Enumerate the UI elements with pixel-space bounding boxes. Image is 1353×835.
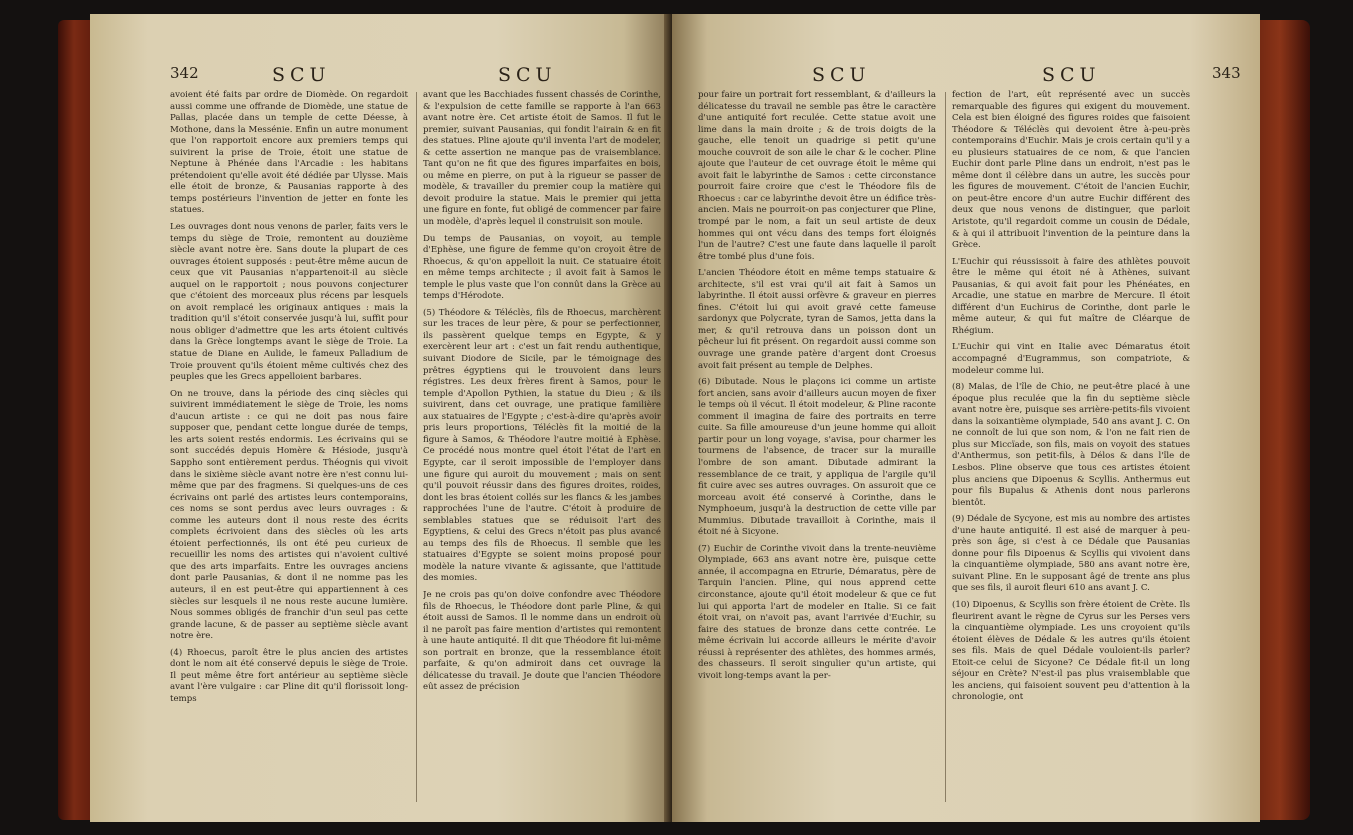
paragraph: (4) Rhoecus, paroît être le plus ancien des artistes dont le nom ait été conservé depuis le siège de Troie. Il peut même être fort antérieur au septième siècle avant l'ère vulgaire : car Pline dit qu'il florissoit long-temps: [170, 647, 408, 704]
paragraph: (8) Malas, de l'île de Chio, ne peut-être placé à une époque plus reculée que la fin du septième siècle avant notre ère, puisque ses arrière-petits-fils vivoient dans la soixantième olympiade, 540 ans avant J. C. On ne connoît de lui que son nom, & l'on ne fait rien de plus sur Miccïade, son fils, mais on voyoit des statues d'Anthermus, son petit-fils, à Délos & dans l'île de Lesbos. Pline observe que tous ces artistes étoient plus anciens que Dipoenus & Scyllis. Anthermus eut pour fils Bupalus & Athenis dont nous parlerons bientôt.: [952, 382, 1190, 508]
column-divider: [945, 92, 946, 802]
right-page-column-2: [952, 90, 1190, 810]
left-page: [90, 14, 670, 822]
paragraph: avant que les Bacchiades fussent chassés de Corinthe, & l'expulsion de cette famille se rapporte à l'an 663 avant notre ère. Cet artiste étoit de Samos. Il fut le premier, suivant Pausanias, qui fondit l'airain & en fit des statues. Pline ajoute qu'il inventa l'art de modeler, & cette assertion ne manque pas de vraisemblance. Tant qu'on ne fit que des figures imparfaites en bois, ou même en pierre, on put à la rigueur se passer de modèle, & travailler du premier coup la matière qui devoit produire la statue. Mais le premier qui jetta une figure en fonte, fut obligé de commencer par faire un modèle, d'après lequel il construisit son moule.: [423, 90, 661, 228]
paragraph: On ne trouve, dans la période des cinq siècles qui suivirent immédiatement le siège de Troie, les noms d'aucun artiste : ce qui ne doit pas nous faire supposer que, pendant cette longue durée de temps, les arts soient restés endormis. Les écrivains qui se sont succédés depuis Homère & Hésiode, jusqu'à Sappho sont entièrement perdus. Théognis qui vivoit dans le sixième siècle avant notre ère n'est connu lui-même que par des fragmens. Si quelques-uns de ces écrivains ont parlé des artistes leurs contemporains, ces noms se sont perdus avec leurs ouvrages : & comme les auteurs dont il nous reste des écrits complets écrivoient dans des siècles où les arts étoient perfectionnés, ils ont été peu curieux de recueillir les noms des artistes qui n'avoient cultivé que des arts imparfaits. Entre les ouvrages anciens dont parle Pausanias, & dont il ne nomme pas les auteurs, il en est peut-être qui appartiennent à ces siècles sur lesquels il ne nous reste aucune lumière. Nous sommes obligés de franchir d'un seul pas cette grande lacune, & de passer au septième siècle avant notre ère.: [170, 388, 408, 642]
paragraph: L'ancien Théodore étoit en même temps statuaire & architecte, s'il est vrai qu'il ait fait à Samos un labyrinthe. Il étoit aussi orfèvre & graveur en pierres fines. C'étoit lui qui avoit gravé cette fameuse sardonyx que Polycrate, tyran de Samos, jetta dans la mer, & qu'il retrouva dans un poisson dont un pêcheur lui fit présent. On regardoit aussi comme son ouvrage une grande patère d'argent dont Croesus avoit fait présent au temple de Delphes.: [698, 268, 936, 371]
paragraph: L'Euchir qui vint en Italie avec Démaratus étoit accompagné d'Eugrammus, son compatriote, & modeleur comme lui.: [952, 342, 1190, 376]
paragraph: Du temps de Pausanias, on voyoit, au temple d'Ephèse, une figure de femme qu'on croyoit être de Rhoecus, & qu'on appelloit la nuit. Ce statuaire étoit en même temps architecte ; il avoit fait à Samos le temple le plus vaste que l'on connût dans la Grèce au temps d'Hérodote.: [423, 233, 661, 302]
left-running-head-2: SCU: [498, 64, 557, 86]
paragraph: pour faire un portrait fort ressemblant, & d'ailleurs la délicatesse du travail ne semble pas être le caractère d'une antiquité fort reculée. Cette statue avoit une lime dans la main droite ; & de trois doigts de la gauche, elle tenoit un quadrige si petit qu'une mouche couvroit de son aile le char & le cocher. Pline ajoute que l'auteur de cet ouvrage étoit le même qui avoit fait le labyrinthe de Samos : cette circonstance pourroit faire croire que c'est le Théodore fils de Rhoecus : car ce labyrinthe devoit être un édifice très-ancien. Mais ne pourroit-on pas conjecturer que Pline, trompé par le nom, a fait un seul artiste de deux hommes qui ont vécu dans des temps fort éloignés l'un de l'autre? C'est une faute dans laquelle il paroît être tombé plus d'une fois.: [698, 90, 936, 262]
right-page-column-1: [698, 90, 936, 810]
paragraph: (10) Dipoenus, & Scyllis son frère étoient de Crète. Ils fleurirent avant le règne de Cyrus sur les Perses vers la cinquantième olympiade. Les uns croyoient qu'ils étoient élèves de Dédale & les autres qu'ils étoient ses fils. Mais de quel Dédale vouloient-ils parler? Etoit-ce celui de Sicyone? Ce Dédale fit-il un long séjour en Crète? N'est-il pas plus vraisemblable que les anciens, qui faisoient souvent peu d'attention à la chronologie, ont: [952, 599, 1190, 703]
left-page-column-1: [170, 90, 408, 810]
paragraph: avoient été faits par ordre de Diomède. On regardoit aussi comme une offrande de Diomède, une statue de Pallas, placée dans un temple de cette Déesse, à Mothone, dans la Messénie. Enfin un autre monument que l'on rapportoit encore aux premiers temps qui suivirent la prise de Troie, étoit une statue de Neptune à Phénée dans l'Arcadie : les habitans prétendoient qu'elle avoit été dédiée par Ulysse. Mais elle étoit de bronze, & Pausanias rapporte à des temps postérieurs l'invention de jetter en fonte les statues.: [170, 90, 408, 216]
paragraph: (9) Dédale de Sycyone, est mis au nombre des artistes d'une haute antiquité. Il est aisé de marquer à peu-près son âge, si c'est à ce Dédale que Pausanias donne pour fils Dipoenus & Scyllis qui vivoient dans la cinquantième olympiade, 580 ans avant notre ère, suivant Pline. En le supposant âgé de trente ans plus que ses fils, il auroit fleuri 610 ans avant J. C.: [952, 514, 1190, 594]
column-divider: [416, 92, 417, 802]
paragraph: Je ne crois pas qu'on doive confondre avec Théodore fils de Rhoecus, le Théodore dont parle Pline, & qui étoit aussi de Samos. Il le nomme dans un endroit où il ne paroît pas faire mention d'artistes qui remontent à une haute antiquité. Il dit que Théodore fit lui-même son portrait en bronze, que la ressemblance étoit parfaite, & qu'on admiroit dans cet ouvrage la délicatesse du travail. Je doute que l'ancien Théodore eût assez de précision: [423, 589, 661, 693]
paragraph: Les ouvrages dont nous venons de parler, faits vers le temps du siège de Troie, remontent au douzième siècle avant notre ère. Sans doute la plupart de ces ouvrages étoient supposés : peut-être même aucun de ceux que vit Pausanias n'appartenoit-il au siècle auquel on le rapportoit ; nous pouvons conjecturer que c'étoient des morceaux plus récens par lesquels on avoit remplacé les originaux antiques : mais la tradition qu'il s'étoit conservée jusqu'à lui, suffit pour nous obliger d'admettre que les arts étoient cultivés dans la Grèce longtemps avant le siège de Troie. La statue de Diane en Aulide, le fameux Palladium de Troie prouvent qu'ils étoient même cultivés chez des peuples que les Grecs appelloient barbares.: [170, 222, 408, 383]
right-page: [672, 14, 1260, 822]
right-running-head-2: SCU: [1042, 64, 1101, 86]
paragraph: fection de l'art, eût représenté avec un succès remarquable des figures qui exigent du mouvement. Cela est bien éloigné des figures roides que faisoient Théodore & Téléclès qui devoient être à-peu-près contemporains d'Euchir. Mais je crois certain qu'il y a eu plusieurs statuaires de ce nom, & que l'ancien Euchir dont parle Pline dans un endroit, n'est pas le même dont il célèbre dans un autre, les succès pour les figures de mouvement. C'étoit de l'ancien Euchir, on peut-être encore d'un autre Euchir différent des deux que nous venons de distinguer, que parloit Aristote, qu'il regardoit comme un cousin de Dédale, & à qui il attribuoit l'invention de la peinture dans la Grèce.: [952, 90, 1190, 251]
left-page-number: 342: [170, 64, 199, 82]
left-running-head-1: SCU: [272, 64, 331, 86]
paragraph: (5) Théodore & Téléclès, fils de Rhoecus, marchèrent sur les traces de leur père, & pour se perfectionner, ils passèrent quelque temps en Egypte, & y exercèrent leur art : c'est un fait rendu authentique, suivant Diodore de Sicile, par le témoignage des prêtres égyptiens qui le trouvoient dans leurs régistres. Les deux frères firent à Samos, pour le temple d'Apollon Pythien, la statue du Dieu ; & ils suivirent, dans cet ouvrage, une pratique familière aux statuaires de l'Egypte ; c'est-à-dire qu'après avoir pris leurs proportions, Téléclès fit la moitié de la figure à Samos, & Théodore l'autre moitié à Ephèse. Ce procédé nous montre quel étoit l'état de l'art en Egypte, car il seroit impossible de l'employer dans une figure qui auroit du mouvement ; mais on sent qu'il pouvoit réussir dans des figures droites, roides, dont les bras étoient collés sur les flancs & les jambes rapprochées l'une de l'autre. C'étoit à produire de semblables statues que se réduisoit l'art des Egyptiens, & celui des Grecs n'étoit pas plus avancé au temps des fils de Rhoecus. Il semble que les statuaires d'Egypte se soient moins proposé pour modèle la nature vivante & agissante, que l'attitude des momies.: [423, 307, 661, 584]
paragraph: L'Euchir qui réussissoit à faire des athlètes pouvoit être le même qui étoit né à Athènes, suivant Pausanias, & qui avoit fait pour les Phénéates, en Arcadie, une statue en marbre de Mercure. Il étoit différent d'un Euchirus de Corinthe, dont parle le même auteur, & qui fut maître de Cléarque de Rhégium.: [952, 256, 1190, 336]
paragraph: (6) Dibutade. Nous le plaçons ici comme un artiste fort ancien, sans avoir d'ailleurs aucun moyen de fixer le temps où il vécut. Il étoit modeleur, & Pline raconte comment il imagina de faire des portraits en terre cuite. Sa fille amoureuse d'un jeune homme qui alloit partir pour un long voyage, s'avisa, pour charmer les tourmens de l'absence, de tracer sur la muraille l'ombre de son amant. Dibutade admirant la ressemblance de ce trait, y appliqua de l'argile qu'il fit cuire avec ses autres ouvrages. On assuroit que ce morceau avoit été conservé à Corinthe, dans le Nymphoeum, jusqu'à la destruction de cette ville par Mummius. Dibutade travailloit à Corinthe, mais il étoit né à Sicyone.: [698, 377, 936, 538]
right-page-number: 343: [1212, 64, 1241, 82]
right-running-head-1: SCU: [812, 64, 871, 86]
left-page-column-2: [423, 90, 661, 810]
paragraph: (7) Euchir de Corinthe vivoit dans la trente-neuvième Olympiade, 663 ans avant notre ère, puisque cette année, il accompagna en Etrurie, Démaratus, père de Tarquin l'ancien. Pline, qui nous apprend cette circonstance, ajoute qu'il étoit modeleur & que ce fut lui qui apporta l'art de modeler en Italie. Si ce fait étoit vrai, on n'avoit pas, avant l'arrivée d'Euchir, su faire des statues de bronze dans cette contrée. Le même écrivain lui accorde ailleurs le mérite d'avoir réussi à représenter des athlètes, des hommes armés, des chasseurs. Il seroit singulier qu'un artiste, qui vivoit long-temps avant la per-: [698, 543, 936, 681]
